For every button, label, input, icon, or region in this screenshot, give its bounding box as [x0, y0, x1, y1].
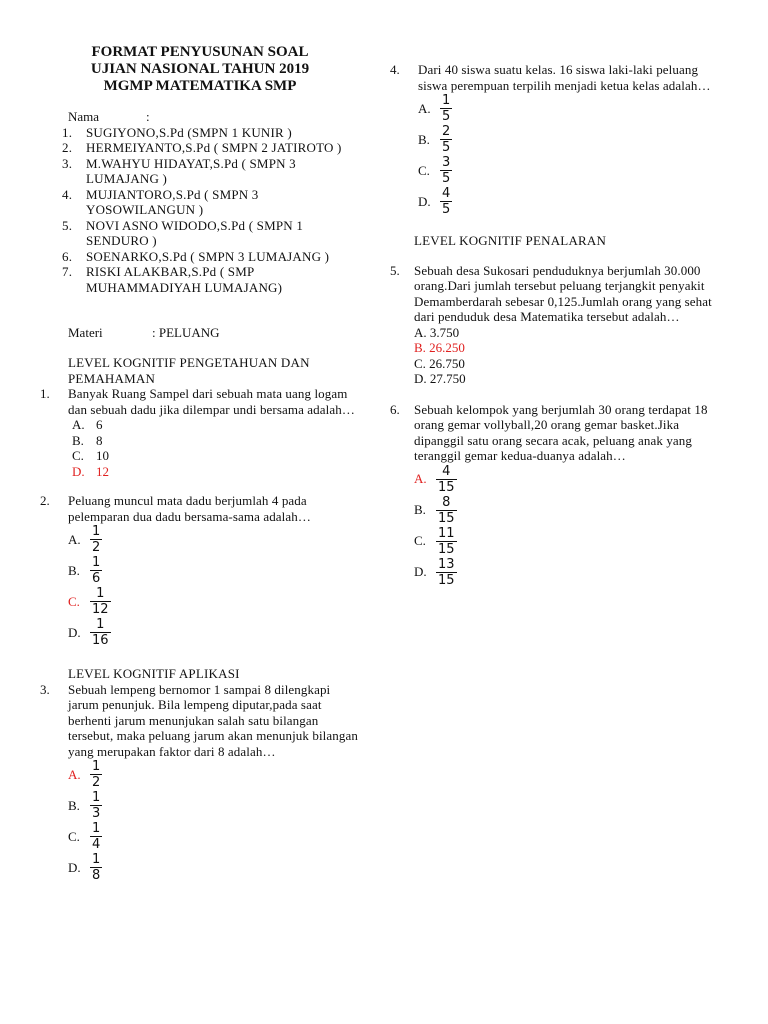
fraction-denominator: 15 [438, 572, 455, 588]
fraction [440, 125, 452, 154]
option-d [414, 371, 720, 387]
fraction-numerator: 1 [92, 790, 101, 805]
member-list [40, 125, 360, 296]
fraction-denominator: 3 [92, 806, 101, 821]
question-5 [390, 263, 720, 325]
option-c [72, 448, 360, 464]
option-letter: A. [418, 100, 431, 116]
option-value: 8 [96, 432, 103, 448]
option-letter: D. [72, 463, 85, 479]
option-d [414, 557, 720, 588]
member-item [40, 140, 360, 156]
option-a-correct [414, 464, 720, 495]
question-1-options [40, 417, 360, 479]
question-3-options [40, 759, 360, 883]
fraction-denominator: 15 [438, 510, 455, 526]
member-name: RISKI ALAKBAR,S.Pd ( SMP MUHAMMADIYAH LUMAJANG) [86, 264, 283, 295]
option-d [418, 186, 720, 217]
option-letter: B. [68, 562, 80, 578]
fraction-numerator: 1 [92, 852, 101, 867]
fraction-numerator: 1 [96, 586, 105, 601]
option-letter: B. [68, 797, 80, 813]
option-letter: D. [414, 371, 427, 386]
header-line-1: FORMAT PENYUSUNAN SOAL [91, 44, 309, 60]
member-name: SUGIYONO,S.Pd (SMPN 1 KUNIR ) [86, 124, 292, 140]
materi-value: : PELUANG [152, 325, 220, 340]
question-6-options [390, 464, 720, 588]
fraction [90, 525, 102, 554]
option-a [72, 417, 360, 433]
fraction [90, 618, 111, 647]
option-b [72, 433, 360, 449]
question-number: 1. [40, 386, 50, 401]
question-text: Banyak Ruang Sampel dari sebuah mata uang logam dan sebuah dadu jika dilempar undi bersama adalah… [68, 386, 355, 417]
option-letter: D. [414, 564, 427, 579]
option-a [418, 93, 720, 124]
fraction-numerator: 4 [442, 463, 451, 479]
fraction-denominator: 5 [442, 171, 451, 186]
option-c-correct [68, 586, 360, 617]
member-number: 2. [62, 140, 73, 155]
fraction-denominator: 5 [442, 109, 451, 124]
fraction [90, 791, 102, 820]
option-value: 26.250 [429, 340, 465, 355]
fraction [90, 822, 102, 851]
option-b [68, 555, 360, 586]
option-letter: C. [414, 355, 426, 371]
option-b [68, 790, 360, 821]
option-letter: D. [68, 859, 81, 875]
author-block [40, 109, 360, 295]
option-c [414, 526, 720, 557]
option-letter: C. [414, 533, 426, 548]
fraction [440, 94, 452, 123]
option-d [68, 852, 360, 883]
nama-label: Nama [68, 109, 100, 124]
fraction-numerator: 1 [92, 524, 101, 539]
option-d [68, 617, 360, 648]
fraction-denominator: 4 [92, 837, 101, 852]
member-name: MUJIANTORO,S.Pd ( SMPN 3 YOSOWILANGUN ) [86, 186, 259, 217]
fraction-numerator: 1 [92, 759, 101, 774]
option-b-correct [414, 340, 720, 356]
option-b [418, 124, 720, 155]
option-value: 3.750 [429, 324, 460, 340]
question-2 [40, 493, 360, 524]
fraction-denominator: 5 [442, 202, 451, 217]
member-number: 4. [62, 186, 73, 202]
question-4-options [390, 93, 720, 217]
fraction [90, 556, 102, 585]
question-number: 3. [40, 681, 50, 697]
fraction [90, 587, 111, 616]
question-text: Dari 40 siswa suatu kelas. 16 siswa laki-laki peluang siswa perempuan terpilih menjadi ketua kelas adalah… [418, 62, 711, 93]
option-letter: A. [414, 324, 427, 340]
option-c [418, 155, 720, 186]
level-pengetahuan-heading: LEVEL KOGNITIF PENGETAHUAN DAN PEMAHAMAN [68, 355, 310, 386]
materi-label: Materi [68, 325, 103, 340]
fraction-numerator: 3 [442, 155, 451, 170]
option-d-correct [72, 464, 360, 480]
question-number: 6. [390, 401, 400, 417]
fraction-denominator: 5 [442, 140, 451, 155]
member-name: SOENARKO,S.Pd ( SMPN 3 LUMAJANG ) [86, 248, 330, 264]
member-name: HERMEIYANTO,S.Pd ( SMPN 2 JATIROTO ) [86, 140, 342, 155]
option-c [68, 821, 360, 852]
member-item [40, 125, 360, 141]
option-letter: C. [68, 828, 80, 844]
question-1 [40, 386, 360, 417]
option-letter: D. [68, 624, 81, 640]
member-number: 5. [62, 217, 73, 233]
fraction-numerator: 1 [96, 617, 105, 632]
fraction-numerator: 1 [442, 93, 451, 108]
option-letter: B. [72, 432, 84, 448]
materi-row [40, 325, 360, 341]
fraction-numerator: 8 [442, 494, 451, 510]
member-item [40, 249, 360, 265]
member-item [40, 264, 360, 295]
fraction [436, 496, 457, 525]
option-letter: A. [414, 471, 427, 486]
fraction-denominator: 8 [92, 868, 101, 883]
option-value: 27.750 [429, 371, 466, 386]
level-penalaran-heading: LEVEL KOGNITIF PENALARAN [414, 233, 607, 248]
option-c [414, 356, 720, 372]
option-value: 6 [96, 417, 103, 432]
member-name: M.WAHYU HIDAYAT,S.Pd ( SMPN 3 LUMAJANG ) [86, 155, 296, 186]
question-4 [390, 62, 720, 93]
level-aplikasi-heading: LEVEL KOGNITIF APLIKASI [68, 666, 240, 681]
fraction-numerator: 2 [442, 124, 451, 139]
member-item [40, 187, 360, 218]
option-letter: D. [418, 193, 431, 209]
question-number: 2. [40, 493, 50, 508]
option-value: 26.750 [429, 355, 465, 371]
fraction-numerator: 4 [442, 186, 451, 201]
question-text: Sebuah lempeng bernomor 1 sampai 8 dilengkapi jarum penunjuk. Bila lempeng diputar,pada saat berhenti jarum menunjukan salah satu bilangan tersebut, maka peluang jarum akan menunjuk bilangan yang merupakan faktor dari 8 adalah… [68, 681, 358, 759]
fraction [90, 853, 102, 882]
nama-separator: : [146, 109, 150, 124]
option-letter: C. [72, 448, 84, 463]
member-number: 3. [62, 155, 73, 171]
member-number: 6. [62, 248, 73, 264]
member-number: 1. [62, 124, 73, 140]
member-item [40, 218, 360, 249]
fraction-numerator: 1 [92, 821, 101, 836]
fraction [436, 465, 457, 494]
question-2-options [40, 524, 360, 648]
option-a [414, 325, 720, 341]
question-text: Sebuah desa Sukosari penduduknya berjumlah 30.000 orang.Dari jumlah tersebut peluang terjangkit penyakit Demamberdarah sebesar 0,125.Jumlah orang yang sehat dari penduduk desa Matematika tersebut adalah… [414, 262, 712, 324]
member-number: 7. [62, 264, 73, 279]
fraction-denominator: 2 [92, 775, 101, 790]
option-letter: A. [72, 417, 85, 432]
question-text: Sebuah kelompok yang berjumlah 30 orang terdapat 18 orang gemar vollyball,20 orang gemar basket.Jika dipanggil satu orang secara acak, peluang anak yang teranggil gemar kedua-duanya adalah… [414, 401, 708, 463]
header-line-3: MGMP MATEMATIKA SMP [103, 78, 297, 94]
option-letter: A. [68, 766, 81, 782]
option-letter: C. [418, 162, 430, 178]
fraction-denominator: 15 [438, 479, 455, 495]
question-number: 4. [390, 62, 400, 77]
option-letter: B. [414, 502, 426, 517]
question-number: 5. [390, 262, 400, 278]
option-letter: B. [418, 131, 430, 147]
fraction-denominator: 12 [92, 602, 109, 617]
fraction [440, 187, 452, 216]
right-column [390, 62, 720, 588]
option-letter: A. [68, 531, 81, 547]
question-text: Peluang muncul mata dadu berjumlah 4 pada pelemparan dua dadu bersama-sama adalah… [68, 493, 311, 524]
fraction-numerator: 11 [438, 525, 455, 541]
option-value: 12 [96, 463, 109, 479]
fraction [436, 527, 457, 556]
fraction-denominator: 16 [92, 633, 109, 648]
option-value: 10 [96, 448, 109, 463]
fraction-denominator: 6 [92, 571, 101, 586]
option-a [68, 524, 360, 555]
question-3 [40, 682, 360, 760]
document-header [40, 44, 360, 95]
option-a-correct [68, 759, 360, 790]
fraction-numerator: 1 [92, 555, 101, 570]
left-column [40, 44, 360, 883]
fraction [440, 156, 452, 185]
option-letter: B. [414, 340, 426, 355]
option-b [414, 495, 720, 526]
fraction [90, 760, 102, 789]
option-letter: C. [68, 593, 80, 609]
fraction [436, 558, 457, 587]
fraction-numerator: 13 [438, 556, 455, 572]
member-name: NOVI ASNO WIDODO,S.Pd ( SMPN 1 SENDURO ) [86, 217, 304, 248]
question-5-options [390, 325, 720, 387]
fraction-denominator: 2 [92, 540, 101, 555]
header-line-2: UJIAN NASIONAL TAHUN 2019 [90, 61, 310, 77]
question-6 [390, 402, 720, 464]
member-item [40, 156, 360, 187]
nama-row [40, 109, 360, 125]
fraction-denominator: 15 [438, 541, 455, 557]
